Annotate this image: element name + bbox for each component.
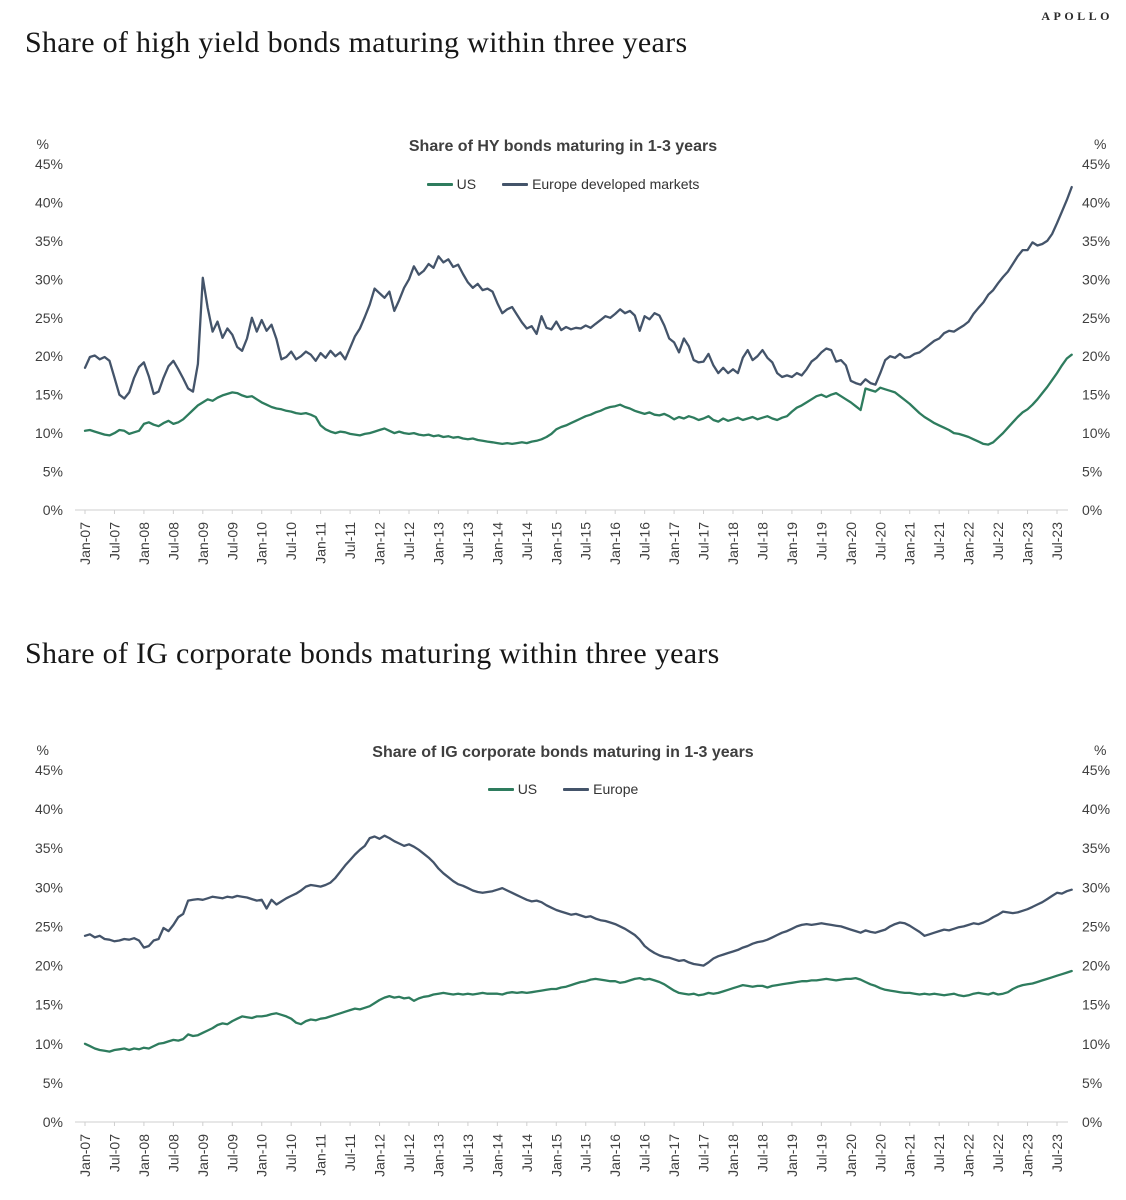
x-tick-label: Jul-18 (754, 522, 771, 561)
y-tick-label-right: 15% (1082, 996, 1111, 1013)
y-tick-label-right: 45% (1082, 762, 1111, 778)
ig-chart-plot (0, 600, 1126, 1200)
x-tick-label: Jan-12 (371, 1134, 388, 1177)
y-tick-label-right: 40% (1082, 801, 1111, 818)
x-tick-label: Jul-15 (577, 1134, 594, 1173)
x-tick-label: Jan-11 (312, 522, 329, 564)
y-tick-label-right: 25% (1082, 309, 1111, 326)
legend-label: US (517, 781, 538, 797)
x-tick-label: Jan-10 (253, 1134, 270, 1177)
y-tick-label-left: 20% (34, 348, 63, 365)
x-tick-label: Jan-18 (725, 1134, 741, 1177)
x-tick-label: Jan-14 (489, 1134, 506, 1177)
x-tick-label: Jul-22 (990, 1134, 1007, 1173)
y-axis-unit-left: % (36, 136, 49, 152)
y-tick-label-left: 0% (42, 502, 63, 518)
x-tick-label: Jul-12 (401, 522, 417, 561)
x-tick-label: Jan-07 (77, 1134, 93, 1177)
x-tick-label: Jul-14 (518, 1134, 535, 1173)
x-tick-label: Jan-16 (607, 1134, 624, 1177)
y-tick-label-right: 5% (1082, 463, 1103, 480)
x-tick-label: Jan-13 (430, 522, 447, 565)
x-tick-label: Jan-20 (842, 1134, 859, 1177)
y-tick-label-left: 10% (34, 1035, 63, 1052)
y-tick-label-right: 35% (1082, 232, 1111, 249)
x-tick-label: Jan-22 (960, 1134, 977, 1177)
x-tick-label: Jan-13 (430, 1134, 447, 1177)
y-axis-unit-right: % (1094, 742, 1107, 758)
x-tick-label: Jan-22 (960, 522, 977, 565)
x-tick-label: Jul-16 (636, 522, 653, 561)
x-tick-label: Jul-07 (106, 522, 123, 561)
y-tick-label-left: 5% (42, 1074, 63, 1091)
y-axis-unit-left: % (36, 742, 49, 758)
y-axis-unit-right: % (1094, 136, 1107, 152)
x-tick-label: Jul-14 (518, 522, 535, 561)
y-tick-label-left: 40% (34, 801, 63, 818)
x-tick-label: Jan-07 (77, 522, 93, 565)
x-tick-label: Jul-17 (695, 1134, 712, 1173)
x-tick-label: Jul-09 (224, 1134, 241, 1173)
y-tick-label-right: 5% (1082, 1074, 1103, 1091)
y-tick-label-left: 30% (34, 271, 63, 288)
x-tick-label: Jan-23 (1019, 1134, 1036, 1177)
y-tick-label-left: 45% (34, 156, 63, 172)
x-tick-label: Jan-19 (783, 1134, 800, 1177)
x-tick-label: Jul-22 (990, 521, 1007, 561)
y-tick-label-right: 0% (1082, 1114, 1103, 1130)
x-tick-label: Jul-13 (459, 1134, 476, 1173)
x-tick-label: Jul-20 (872, 1134, 889, 1173)
x-tick-label: Jan-09 (194, 1134, 211, 1177)
y-tick-label-right: 15% (1082, 386, 1111, 403)
series-line-us (85, 355, 1072, 445)
x-tick-label: Jan-21 (901, 1134, 918, 1177)
y-tick-label-right: 45% (1082, 156, 1111, 172)
x-tick-label: Jan-15 (548, 522, 565, 565)
series-line-europe-developed-markets (85, 187, 1072, 398)
x-tick-label: Jan-17 (666, 522, 683, 565)
y-tick-label-left: 40% (34, 194, 63, 211)
x-tick-label: Jan-16 (607, 522, 624, 565)
x-tick-label: Jul-16 (636, 1134, 653, 1173)
x-tick-label: Jan-08 (135, 522, 152, 565)
x-tick-label: Jul-11 (342, 522, 359, 560)
y-tick-label-right: 20% (1082, 348, 1111, 365)
legend-label: US (456, 176, 477, 192)
x-tick-label: Jan-08 (135, 1134, 152, 1177)
y-tick-label-left: 0% (42, 1114, 63, 1130)
x-tick-label: Jul-10 (283, 1134, 300, 1173)
x-tick-label: Jan-18 (725, 522, 741, 565)
x-tick-label: Jul-15 (577, 522, 594, 561)
x-tick-label: Jul-23 (1049, 522, 1065, 561)
x-tick-label: Jan-19 (783, 522, 800, 565)
x-tick-label: Jul-18 (754, 1134, 771, 1173)
y-tick-label-left: 30% (34, 879, 63, 896)
x-tick-label: Jul-19 (813, 522, 830, 561)
x-tick-label: Jan-21 (901, 522, 918, 565)
series-line-europe (85, 836, 1072, 966)
x-tick-label: Jan-09 (194, 522, 211, 565)
hy-chart-title: Share of HY bonds maturing in 1-3 years (408, 138, 718, 155)
y-tick-label-right: 20% (1082, 957, 1111, 974)
y-tick-label-left: 5% (42, 463, 63, 480)
y-tick-label-right: 10% (1082, 425, 1111, 442)
x-tick-label: Jan-10 (253, 522, 270, 565)
y-tick-label-left: 10% (34, 425, 63, 442)
y-tick-label-right: 30% (1082, 271, 1111, 288)
y-tick-label-right: 40% (1082, 194, 1111, 211)
x-tick-label: Jul-08 (165, 1134, 182, 1173)
x-tick-label: Jan-12 (371, 522, 388, 565)
y-tick-label-right: 30% (1082, 879, 1111, 896)
x-tick-label: Jul-08 (165, 522, 182, 561)
y-tick-label-left: 15% (34, 386, 63, 403)
ig-chart-title: Share of IG corporate bonds maturing in 1-3 years (372, 744, 754, 761)
hy-section-heading: Share of high yield bonds maturing within three years (25, 26, 688, 59)
y-tick-label-left: 20% (34, 957, 63, 974)
x-tick-label: Jul-09 (224, 522, 241, 561)
x-tick-label: Jan-11 (312, 1134, 329, 1176)
x-tick-label: Jul-10 (283, 522, 300, 561)
y-tick-label-left: 25% (34, 918, 63, 935)
x-tick-label: Jul-21 (931, 1134, 948, 1173)
x-tick-label: Jul-21 (931, 522, 948, 561)
x-tick-label: Jan-23 (1019, 522, 1036, 565)
ig-section-heading: Share of IG corporate bonds maturing within three years (25, 637, 720, 670)
y-tick-label-left: 35% (34, 232, 63, 249)
y-tick-label-right: 35% (1082, 840, 1111, 857)
legend-label: Europe developed markets (532, 176, 700, 192)
y-tick-label-left: 35% (34, 840, 63, 857)
x-tick-label: Jan-15 (548, 1134, 565, 1177)
x-tick-label: Jul-19 (813, 1134, 830, 1173)
y-tick-label-right: 10% (1082, 1035, 1111, 1052)
x-tick-label: Jul-23 (1049, 1134, 1065, 1173)
y-tick-label-left: 15% (34, 996, 63, 1013)
x-tick-label: Jul-07 (106, 1134, 123, 1173)
x-tick-label: Jul-20 (872, 522, 889, 561)
x-tick-label: Jul-11 (342, 1134, 359, 1172)
y-tick-label-right: 25% (1082, 918, 1111, 935)
y-tick-label-left: 45% (34, 762, 63, 778)
y-tick-label-left: 25% (34, 309, 63, 326)
x-tick-label: Jul-12 (401, 1134, 417, 1173)
series-line-us (85, 971, 1072, 1052)
legend-label: Europe (593, 781, 639, 797)
apollo-logo: APOLLO (1041, 9, 1113, 23)
x-tick-label: Jul-17 (695, 522, 712, 561)
x-tick-label: Jan-14 (489, 522, 506, 565)
x-tick-label: Jul-13 (459, 522, 476, 561)
x-tick-label: Jan-20 (842, 522, 859, 565)
x-tick-label: Jan-17 (666, 1134, 683, 1177)
y-tick-label-right: 0% (1082, 502, 1103, 518)
